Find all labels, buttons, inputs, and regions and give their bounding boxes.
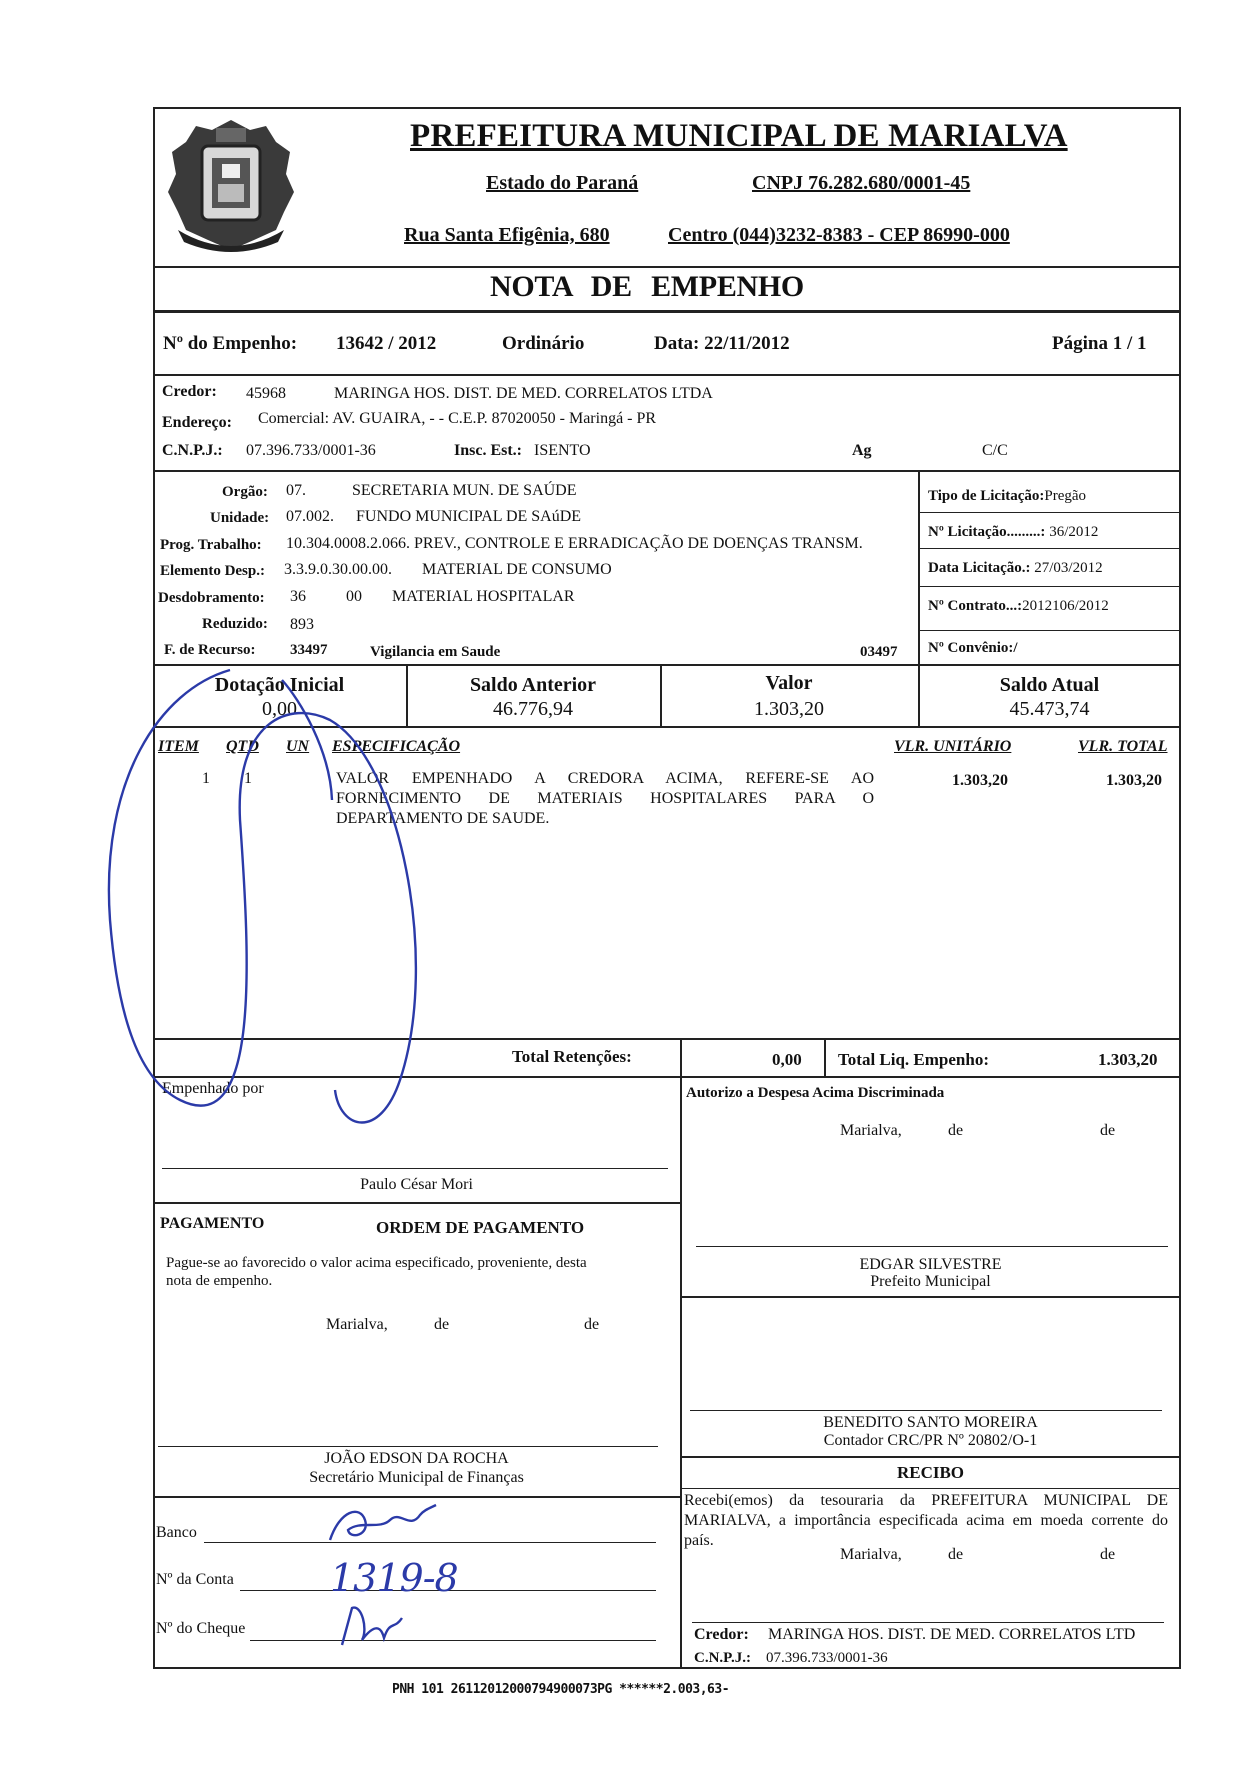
valor-label: Valor (765, 672, 813, 694)
handwritten-cheque-mark (322, 1600, 412, 1650)
credor-code: 45968 (246, 385, 286, 402)
document-title: NOTA DE EMPENHO (490, 270, 804, 303)
recibo-cnpj-label: C.N.P.J.: (694, 1650, 751, 1666)
liq-empenho-label: Total Liq. Empenho: (838, 1050, 989, 1069)
municipal-coat-of-arms (158, 112, 304, 262)
contador-role: Contador CRC/PR Nº 20802/O-1 (823, 1432, 1038, 1449)
empenho-number: 13642 / 2012 (336, 333, 437, 354)
pagamento-place: Marialva, (326, 1316, 388, 1333)
pagamento-text2: nota de empenho. (166, 1273, 273, 1289)
insc-label: Insc. Est.: (454, 442, 523, 459)
cheque-label: Nº do Cheque (156, 1620, 246, 1637)
autorizo-label: Autorizo a Despesa Acima Discriminada (686, 1085, 945, 1101)
data-licitacao-value: 27/03/2012 (1034, 560, 1103, 576)
reduzido-value: 893 (290, 616, 314, 633)
empenho-date: Data: 22/11/2012 (654, 333, 790, 354)
contrato-value: 2012106/2012 (1022, 598, 1109, 614)
num-licitacao-label: Nº Licitação.........: 36/2012 (928, 524, 1099, 540)
recibo-text1: Recebi(emos) da tesouraria da PREFEITURA MUNICIPAL DE (684, 1492, 1168, 1509)
pagamento-de1: de (434, 1316, 450, 1333)
footer-code: PNH 101 26112012000794900073PG ******2.003,63- (392, 1682, 730, 1697)
recurso-name: Vigilancia em Saude (370, 644, 501, 660)
recibo-cnpj-value: 07.396.733/0001-36 (766, 1650, 888, 1666)
item-desc-line2: FORNECIMENTO DE MATERIAIS HOSPITALARES PARA O (336, 790, 874, 807)
secretario-role: Secretário Municipal de Finanças (309, 1469, 524, 1486)
convenio-label: Nº Convênio:/ (928, 640, 1018, 656)
cc-label: C/C (982, 442, 1008, 459)
empenhado-label: Empenhado por (162, 1080, 264, 1097)
tipo-licitacao-label: Tipo de Licitação:Pregão (928, 488, 1087, 504)
unidade-label: Unidade: (210, 510, 270, 526)
saldo-anterior-label: Saldo Anterior (469, 674, 597, 696)
credor-name: MARINGA HOS. DIST. DE MED. CORRELATOS LTDA (334, 385, 713, 402)
banco-label: Banco (156, 1524, 197, 1541)
item-desc-line3: DEPARTAMENTO DE SAUDE. (336, 810, 550, 827)
autorizo-place: Marialva, (840, 1122, 902, 1139)
ag-label: Ag (852, 442, 872, 459)
ordem-pagamento-title: ORDEM DE PAGAMENTO (376, 1218, 585, 1237)
handwritten-account-number: 1319-8 (330, 1556, 458, 1600)
recibo-credor-label: Credor: (694, 1626, 749, 1643)
desdobramento-code2: 00 (346, 588, 362, 605)
col-item: ITEM (158, 738, 199, 755)
prefeito-name: EDGAR SILVESTRE (859, 1256, 1002, 1273)
item-qtd: 1 (244, 770, 252, 787)
desdobramento-code: 36 (290, 588, 306, 605)
endereco-label: Endereço: (162, 414, 232, 431)
saldo-anterior-value: 46.776,94 (493, 698, 573, 720)
item-number: 1 (202, 770, 210, 787)
liq-empenho-value: 1.303,20 (1098, 1050, 1158, 1069)
retencoes-label: Total Retenções: (512, 1047, 632, 1066)
recurso-code2: 03497 (860, 644, 898, 660)
state-name: Estado do Paraná (486, 172, 639, 194)
autorizo-de2: de (1100, 1122, 1116, 1139)
prefeito-role: Prefeito Municipal (870, 1273, 991, 1290)
recurso-code: 33497 (290, 642, 328, 658)
recibo-credor-name: MARINGA HOS. DIST. DE MED. CORRELATOS LTD (768, 1626, 1136, 1643)
recibo-text3: país. (684, 1532, 714, 1549)
recibo-text2: MARIALVA, a importância especificada acima em moeda corrente do (684, 1512, 1168, 1529)
handwritten-signature-loop (100, 660, 460, 1180)
prog-value: 10.304.0008.2.066. PREV., CONTROLE E ERRADICAÇÃO DE DOENÇAS TRANSM. (286, 535, 863, 552)
handwritten-bank-mark (320, 1500, 440, 1550)
pagamento-label: PAGAMENTO (160, 1215, 265, 1232)
valor-value: 1.303,20 (754, 698, 824, 720)
credor-label: Credor: (162, 383, 217, 400)
desdobramento-label: Desdobramento: (158, 590, 265, 606)
page-indicator: Página 1 / 1 (1052, 333, 1147, 354)
item-total-value: 1.303,20 (1106, 772, 1162, 789)
municipality-title: PREFEITURA MUNICIPAL DE MARIALVA (410, 118, 1068, 154)
recibo-de1: de (948, 1546, 964, 1563)
tipo-licitacao-value: Pregão (1044, 488, 1087, 504)
data-licitacao-label: Data Licitação.: 27/03/2012 (928, 560, 1103, 576)
col-un: UN (286, 738, 310, 755)
dotacao-label: Dotação Inicial (214, 674, 345, 696)
credor-cnpj: 07.396.733/0001-36 (246, 442, 376, 459)
item-unit-value: 1.303,20 (952, 772, 1008, 789)
col-qtd: QTD (226, 738, 259, 755)
empenho-number-label: Nº do Empenho: (163, 333, 298, 354)
municipality-street: Rua Santa Efigênia, 680 (404, 224, 610, 246)
desdobramento-name: MATERIAL HOSPITALAR (392, 588, 575, 605)
unidade-code: 07.002. (286, 508, 334, 525)
secretario-name: JOÃO EDSON DA ROCHA (324, 1450, 509, 1467)
cnpj-label: C.N.P.J.: (162, 442, 223, 459)
col-vlr-unitario: VLR. UNITÁRIO (894, 738, 1012, 755)
empenho-type: Ordinário (502, 333, 585, 354)
saldo-atual-label: Saldo Atual (999, 674, 1100, 696)
contador-name: BENEDITO SANTO MOREIRA (823, 1414, 1038, 1431)
item-desc-line1: VALOR EMPENHADO A CREDORA ACIMA, REFERE-SE AO (336, 770, 874, 787)
pagamento-de2: de (584, 1316, 600, 1333)
municipality-cnpj: CNPJ 76.282.680/0001-45 (752, 172, 971, 194)
orgao-name: SECRETARIA MUN. DE SAÚDE (352, 482, 577, 499)
elemento-code: 3.3.9.0.30.00.00. (284, 561, 392, 578)
orgao-label: Orgão: (222, 484, 268, 500)
municipality-address-rest: Centro (044)3232-8383 - CEP 86990-000 (668, 224, 1010, 246)
pagamento-text1: Pague-se ao favorecido o valor acima especificado, proveniente, desta (166, 1255, 587, 1271)
unidade-name: FUNDO MUNICIPAL DE SAúDE (356, 508, 582, 525)
saldo-atual-value: 45.473,74 (1009, 698, 1090, 720)
conta-label: Nº da Conta (156, 1571, 234, 1588)
col-especificacao: ESPECIFICAÇÃO (332, 738, 461, 755)
recibo-place: Marialva, (840, 1546, 902, 1563)
autorizo-de1: de (948, 1122, 964, 1139)
credor-insc: ISENTO (534, 442, 591, 459)
credor-address: Comercial: AV. GUAIRA, - - C.E.P. 87020050 - Maringá - PR (258, 410, 657, 427)
reduzido-label: Reduzido: (202, 616, 268, 632)
col-vlr-total: VLR. TOTAL (1078, 738, 1168, 755)
recurso-label: F. de Recurso: (164, 642, 256, 658)
num-licitacao-value: 36/2012 (1049, 524, 1099, 540)
recibo-title: RECIBO (896, 1463, 965, 1482)
recibo-de2: de (1100, 1546, 1116, 1563)
elemento-name: MATERIAL DE CONSUMO (422, 561, 612, 578)
orgao-code: 07. (286, 482, 306, 499)
empenhado-signer: Paulo César Mori (360, 1176, 473, 1193)
contrato-label: Nº Contrato...:2012106/2012 (928, 598, 1109, 614)
dotacao-value: 0,00 (262, 698, 297, 720)
retencoes-value: 0,00 (772, 1050, 802, 1069)
prog-label: Prog. Trabalho: (160, 537, 262, 553)
elemento-label: Elemento Desp.: (160, 563, 265, 579)
